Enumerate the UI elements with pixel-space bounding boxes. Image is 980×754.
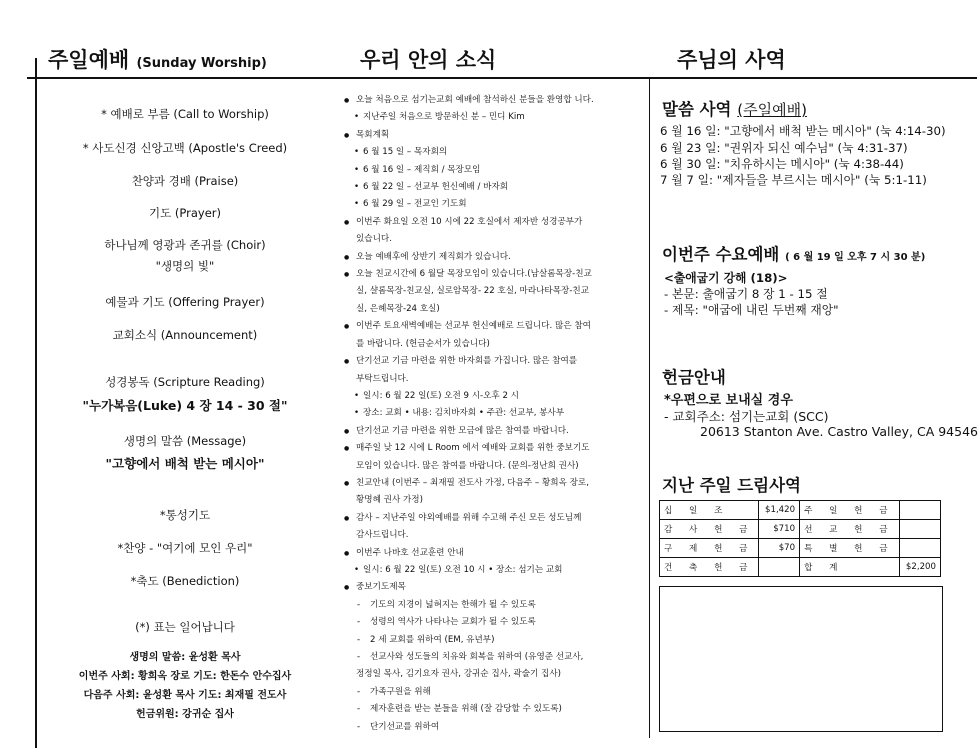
dash-marker: - xyxy=(357,652,361,662)
news-item xyxy=(340,214,638,231)
sermon-item: 7 월 7 일: "제자들을 부르시는 메시아" (눅 5:1-11) xyxy=(660,173,927,187)
news-item xyxy=(340,579,638,596)
news-item-text: 선교사와 성도들의 치유와 회복을 위하여 (유영준 선교사, xyxy=(370,652,584,662)
dash-marker: - xyxy=(357,704,361,715)
news-item xyxy=(340,231,638,248)
offering-amount xyxy=(759,558,800,577)
intercession-prayer: *통성기도 xyxy=(159,508,211,522)
this-week-leaders: 이번주 사회: 황희옥 장로 기도: 한돈수 안수집사 xyxy=(78,671,292,682)
message-title: "고향에서 배척 받는 메시아" xyxy=(105,456,265,471)
bullet-icon: ● xyxy=(344,584,350,592)
offering-usher: 헌금위원: 강귀순 집사 xyxy=(136,709,234,720)
news-item-text: 지난주일 처음으로 방문하신 분 – 민디 Kim xyxy=(363,112,525,123)
church-address-label: - 교회주소: 섬기는교회 (SCC) xyxy=(664,409,829,424)
bullet-icon: ● xyxy=(344,253,350,261)
news-header: 우리 안의 소식 xyxy=(360,48,497,72)
news-item xyxy=(340,614,638,631)
bullet-icon: ● xyxy=(344,323,350,331)
news-item-text: 단기선교 기금 마련을 위한 모금에 많은 참여를 바랍니다. xyxy=(356,425,569,436)
praise: 찬양과 경배 (Praise) xyxy=(131,174,239,188)
offering-label: 건 축 헌 금 xyxy=(660,558,759,577)
wednesday-text: - 본문: 출애굽기 8 장 1 - 15 절 xyxy=(664,287,828,301)
news-item-text: 황명혜 권사 가정) xyxy=(356,495,423,506)
worship-header xyxy=(48,44,267,74)
sermon-heading xyxy=(662,96,807,120)
news-item-text: 오늘 처음으로 섬기는교회 예배에 참석하신 분들을 환영합 니다. xyxy=(356,95,594,105)
news-item-text: 실, 샬롬목장-친교실, 실로암목장- 22 호실, 마라나타목장-친교 xyxy=(356,286,590,297)
news-item xyxy=(340,179,638,196)
offering-label: 십 일 조 xyxy=(660,501,759,520)
ministry-header: 주님의 사역 xyxy=(677,48,786,72)
bullet-icon: • xyxy=(354,147,360,158)
offering-label: 감 사 헌 금 xyxy=(660,520,759,539)
news-item xyxy=(340,318,638,335)
news-item xyxy=(340,458,638,475)
offering-label: 구 제 헌 금 xyxy=(660,539,759,558)
news-item-text: 가족구원을 위해 xyxy=(370,686,431,697)
dash-marker: - xyxy=(357,686,361,697)
offering-label: 주 일 헌 금 xyxy=(800,501,899,520)
dash-marker: - xyxy=(357,634,361,645)
news-item-text: 감사 – 지난주일 야외예배를 위해 수고해 주신 모든 성도님께 xyxy=(356,512,582,523)
offering-amount xyxy=(899,501,941,520)
offering-amount: $70 xyxy=(759,539,800,558)
news-item xyxy=(340,510,638,527)
news-item xyxy=(340,632,638,649)
bullet-icon: ● xyxy=(344,97,350,104)
news-item-text: 6 월 15 일 – 목자회의 xyxy=(363,147,448,158)
bullet-icon: • xyxy=(354,164,360,175)
offering-label: 특 별 헌 금 xyxy=(800,539,899,558)
stand-note: (*) 표는 일어납니다 xyxy=(135,620,235,634)
column-divider xyxy=(649,78,650,738)
news-item xyxy=(340,527,638,544)
news-item-text: 오늘 예배후에 상반기 제직회가 있습니다. xyxy=(356,251,511,262)
benediction: *축도 (Benediction) xyxy=(130,574,240,588)
dash-marker: - xyxy=(357,599,361,610)
offering-amount xyxy=(899,520,941,539)
left-border xyxy=(35,58,37,748)
news-item xyxy=(340,266,638,283)
news-item xyxy=(340,649,638,666)
news-item xyxy=(340,719,638,736)
bullet-icon: ● xyxy=(344,445,350,453)
news-item xyxy=(340,597,638,614)
news-item xyxy=(340,196,638,213)
scripture-reading: 성경봉독 (Scripture Reading) xyxy=(105,375,265,389)
news-item xyxy=(340,440,638,457)
offering-label: 합 계 xyxy=(800,558,899,577)
news-item-text: 를 바랍니다. (헌금순서가 있습니다) xyxy=(356,338,490,349)
offering-amount: $2,200 xyxy=(899,558,941,577)
offering-table xyxy=(659,500,941,577)
news-item-text: 오늘 친교시간에 6 월달 목장모임이 있습니다.(남살롬목장-친교 xyxy=(356,269,592,280)
next-week-leaders: 다음주 사회: 윤성환 목사 기도: 최재필 전도사 xyxy=(83,690,287,701)
news-item-text: 정정일 목사, 김기요자 권사, 강귀순 집사, 곽술기 집사) xyxy=(356,669,562,680)
news-item-text: 실, 은혜목장-24 호실) xyxy=(356,303,440,314)
bullet-icon: ● xyxy=(344,479,350,487)
wednesday-heading-text: 이번주 수요예배 xyxy=(662,245,780,264)
bullet-icon: • xyxy=(354,182,360,193)
news-item-text: 단기선교를 위하여 xyxy=(370,721,440,732)
news-item xyxy=(340,562,638,579)
dash-marker: - xyxy=(357,617,361,628)
news-item-text: 이번주 나바호 선교훈련 안내 xyxy=(356,547,464,558)
preacher: 생명의 말씀: 윤성환 목사 xyxy=(129,652,241,663)
news-item-text: 매주일 낮 12 시에 L Room 에서 예배와 교회를 위한 중보기도 xyxy=(356,443,590,454)
news-item-text: 6 월 16 일 – 제직회 / 목장모임 xyxy=(363,164,481,175)
message: 생명의 말씀 (Message) xyxy=(123,434,247,448)
offering-amount: $1,420 xyxy=(759,501,800,520)
news-item xyxy=(340,545,638,562)
wednesday-heading xyxy=(662,241,925,265)
news-item-text: 이번주 화요일 오전 10 시에 22 호실에서 제자반 성경공부가 xyxy=(356,216,583,227)
news-item xyxy=(340,353,638,370)
news-item xyxy=(340,336,638,353)
news-item xyxy=(340,701,638,718)
last-week-heading: 지난 주일 드림사역 xyxy=(662,476,802,495)
sermon-heading-text: 말씀 사역 xyxy=(662,100,732,119)
news-item-text: 목회계획 xyxy=(356,129,390,140)
news-item-text: 성령의 역사가 나타나는 교회가 될 수 있도록 xyxy=(370,617,536,628)
wednesday-topic: - 제목: "애굽에 내린 두번째 재앙" xyxy=(664,303,839,317)
offering-amount: $710 xyxy=(759,520,800,539)
bullet-icon: ● xyxy=(344,427,350,435)
sermon-heading-sub: (주일예배) xyxy=(737,101,807,119)
table-row xyxy=(660,539,941,558)
news-item xyxy=(340,684,638,701)
worship-subtitle: (Sunday Worship) xyxy=(136,56,267,71)
table-row xyxy=(660,520,941,539)
news-item xyxy=(340,283,638,300)
notes-box xyxy=(659,586,943,732)
news-item-text: 부탁드립니다. xyxy=(356,373,409,384)
bullet-icon: • xyxy=(354,199,360,210)
news-item-text: 감사드립니다. xyxy=(356,530,409,541)
news-item-text: 6 월 29 일 – 전교인 기도회 xyxy=(363,199,467,210)
news-item xyxy=(340,423,638,440)
offering-prayer: 예물과 기도 (Offering Prayer) xyxy=(105,295,265,309)
prayer: 기도 (Prayer) xyxy=(149,206,221,220)
bullet-icon: • xyxy=(354,408,360,419)
offering-heading: 헌금안내 xyxy=(662,368,726,387)
news-item xyxy=(340,492,638,509)
offering-label: 선 교 헌 금 xyxy=(800,520,899,539)
bullet-icon: ● xyxy=(344,514,350,522)
news-item-text: 중보기도제목 xyxy=(356,582,406,593)
news-item-text: 장소: 교회 • 내용: 김치바자회 • 주관: 선교부, 봉사부 xyxy=(363,408,565,419)
news-item-text: 기도의 지경이 넓혀지는 한해가 될 수 있도록 xyxy=(370,599,536,610)
news-item xyxy=(340,405,638,422)
bullet-icon: • xyxy=(354,564,360,575)
bullet-icon: • xyxy=(354,112,360,123)
news-item xyxy=(340,92,638,109)
header-divider xyxy=(27,77,977,79)
news-item xyxy=(340,127,638,144)
news-item-text: 친교안내 (이번주 – 최재필 전도사 가정, 다음주 – 황희옥 장로, xyxy=(356,477,589,488)
bullet-icon: ● xyxy=(344,549,350,557)
news-item-text: 일시: 6 월 22 일(토) 오전 10 시 • 장소: 섬기는 교회 xyxy=(363,564,563,575)
bullet-icon: ● xyxy=(344,358,350,366)
offering-amount xyxy=(899,539,941,558)
news-item-text: 2 세 교회를 위하여 (EM, 유년부) xyxy=(370,634,495,645)
news-item xyxy=(340,388,638,405)
hymn: *찬양 - "여기에 모인 우리" xyxy=(117,541,253,555)
bullet-icon: ● xyxy=(344,131,350,139)
news-item xyxy=(340,109,638,126)
apostles-creed: * 사도신경 신앙고백 (Apostle's Creed) xyxy=(82,141,288,155)
news-item-text: 제자훈련을 받는 분들을 위해 (잘 감당할 수 있도록) xyxy=(370,704,562,715)
news-item-text: 모임이 있습니다. 많은 참여를 바랍니다. (문의-정난희 권사) xyxy=(356,460,579,471)
table-row xyxy=(660,558,941,577)
worship-title: 주일예배 xyxy=(48,48,130,72)
announcement: 교회소식 (Announcement) xyxy=(112,328,258,342)
news-list xyxy=(340,92,638,736)
news-item xyxy=(340,162,638,179)
bullet-icon: ● xyxy=(344,218,350,226)
sermon-item: 6 월 23 일: "권위자 되신 예수님" (눅 4:31-37) xyxy=(660,141,908,155)
news-item-text: 단기선교 기금 마련을 위한 바자회를 가집니다. 많은 참여를 xyxy=(356,356,578,367)
news-item xyxy=(340,371,638,388)
mail-heading: *우편으로 보내실 경우 xyxy=(664,393,793,408)
choir: 하나님께 영광과 존귀를 (Choir) xyxy=(104,238,266,252)
call-to-worship: * 예배로 부름 (Call to Worship) xyxy=(101,107,269,121)
scripture-reference: "누가복음(Luke) 4 장 14 - 30 절" xyxy=(82,398,288,413)
choir-title: "생명의 빛" xyxy=(155,259,215,273)
news-item-text: 일시: 6 월 22 일(토) 오전 9 시-오후 2 시 xyxy=(363,390,519,401)
table-row xyxy=(660,501,941,520)
news-item xyxy=(340,144,638,161)
wednesday-series: <출애굽기 강해 (18)> xyxy=(664,271,788,285)
church-address: 20613 Stanton Ave. Castro Valley, CA 94546 xyxy=(700,424,978,439)
news-item xyxy=(340,301,638,318)
news-item xyxy=(340,475,638,492)
news-item xyxy=(340,666,638,683)
news-item xyxy=(340,249,638,266)
dash-marker: - xyxy=(357,721,361,732)
wednesday-heading-sub: ( 6 월 19 일 오후 7 시 30 분) xyxy=(785,252,926,263)
bullet-icon: ● xyxy=(344,271,350,279)
news-item-text: 이번주 토요새벽예배는 선교부 헌신예배로 드립니다. 많은 참여 xyxy=(356,321,591,332)
sermon-item: 6 월 16 일: "고향에서 배척 받는 메시아" (눅 4:14-30) xyxy=(660,124,946,138)
bullet-icon: • xyxy=(354,390,360,401)
sermon-item: 6 월 30 일: "치유하시는 메시아" (눅 4:38-44) xyxy=(660,157,904,171)
news-item-text: 있습니다. xyxy=(356,234,392,245)
news-item-text: 6 월 22 일 – 선교부 헌신예배 / 바자회 xyxy=(363,182,509,193)
